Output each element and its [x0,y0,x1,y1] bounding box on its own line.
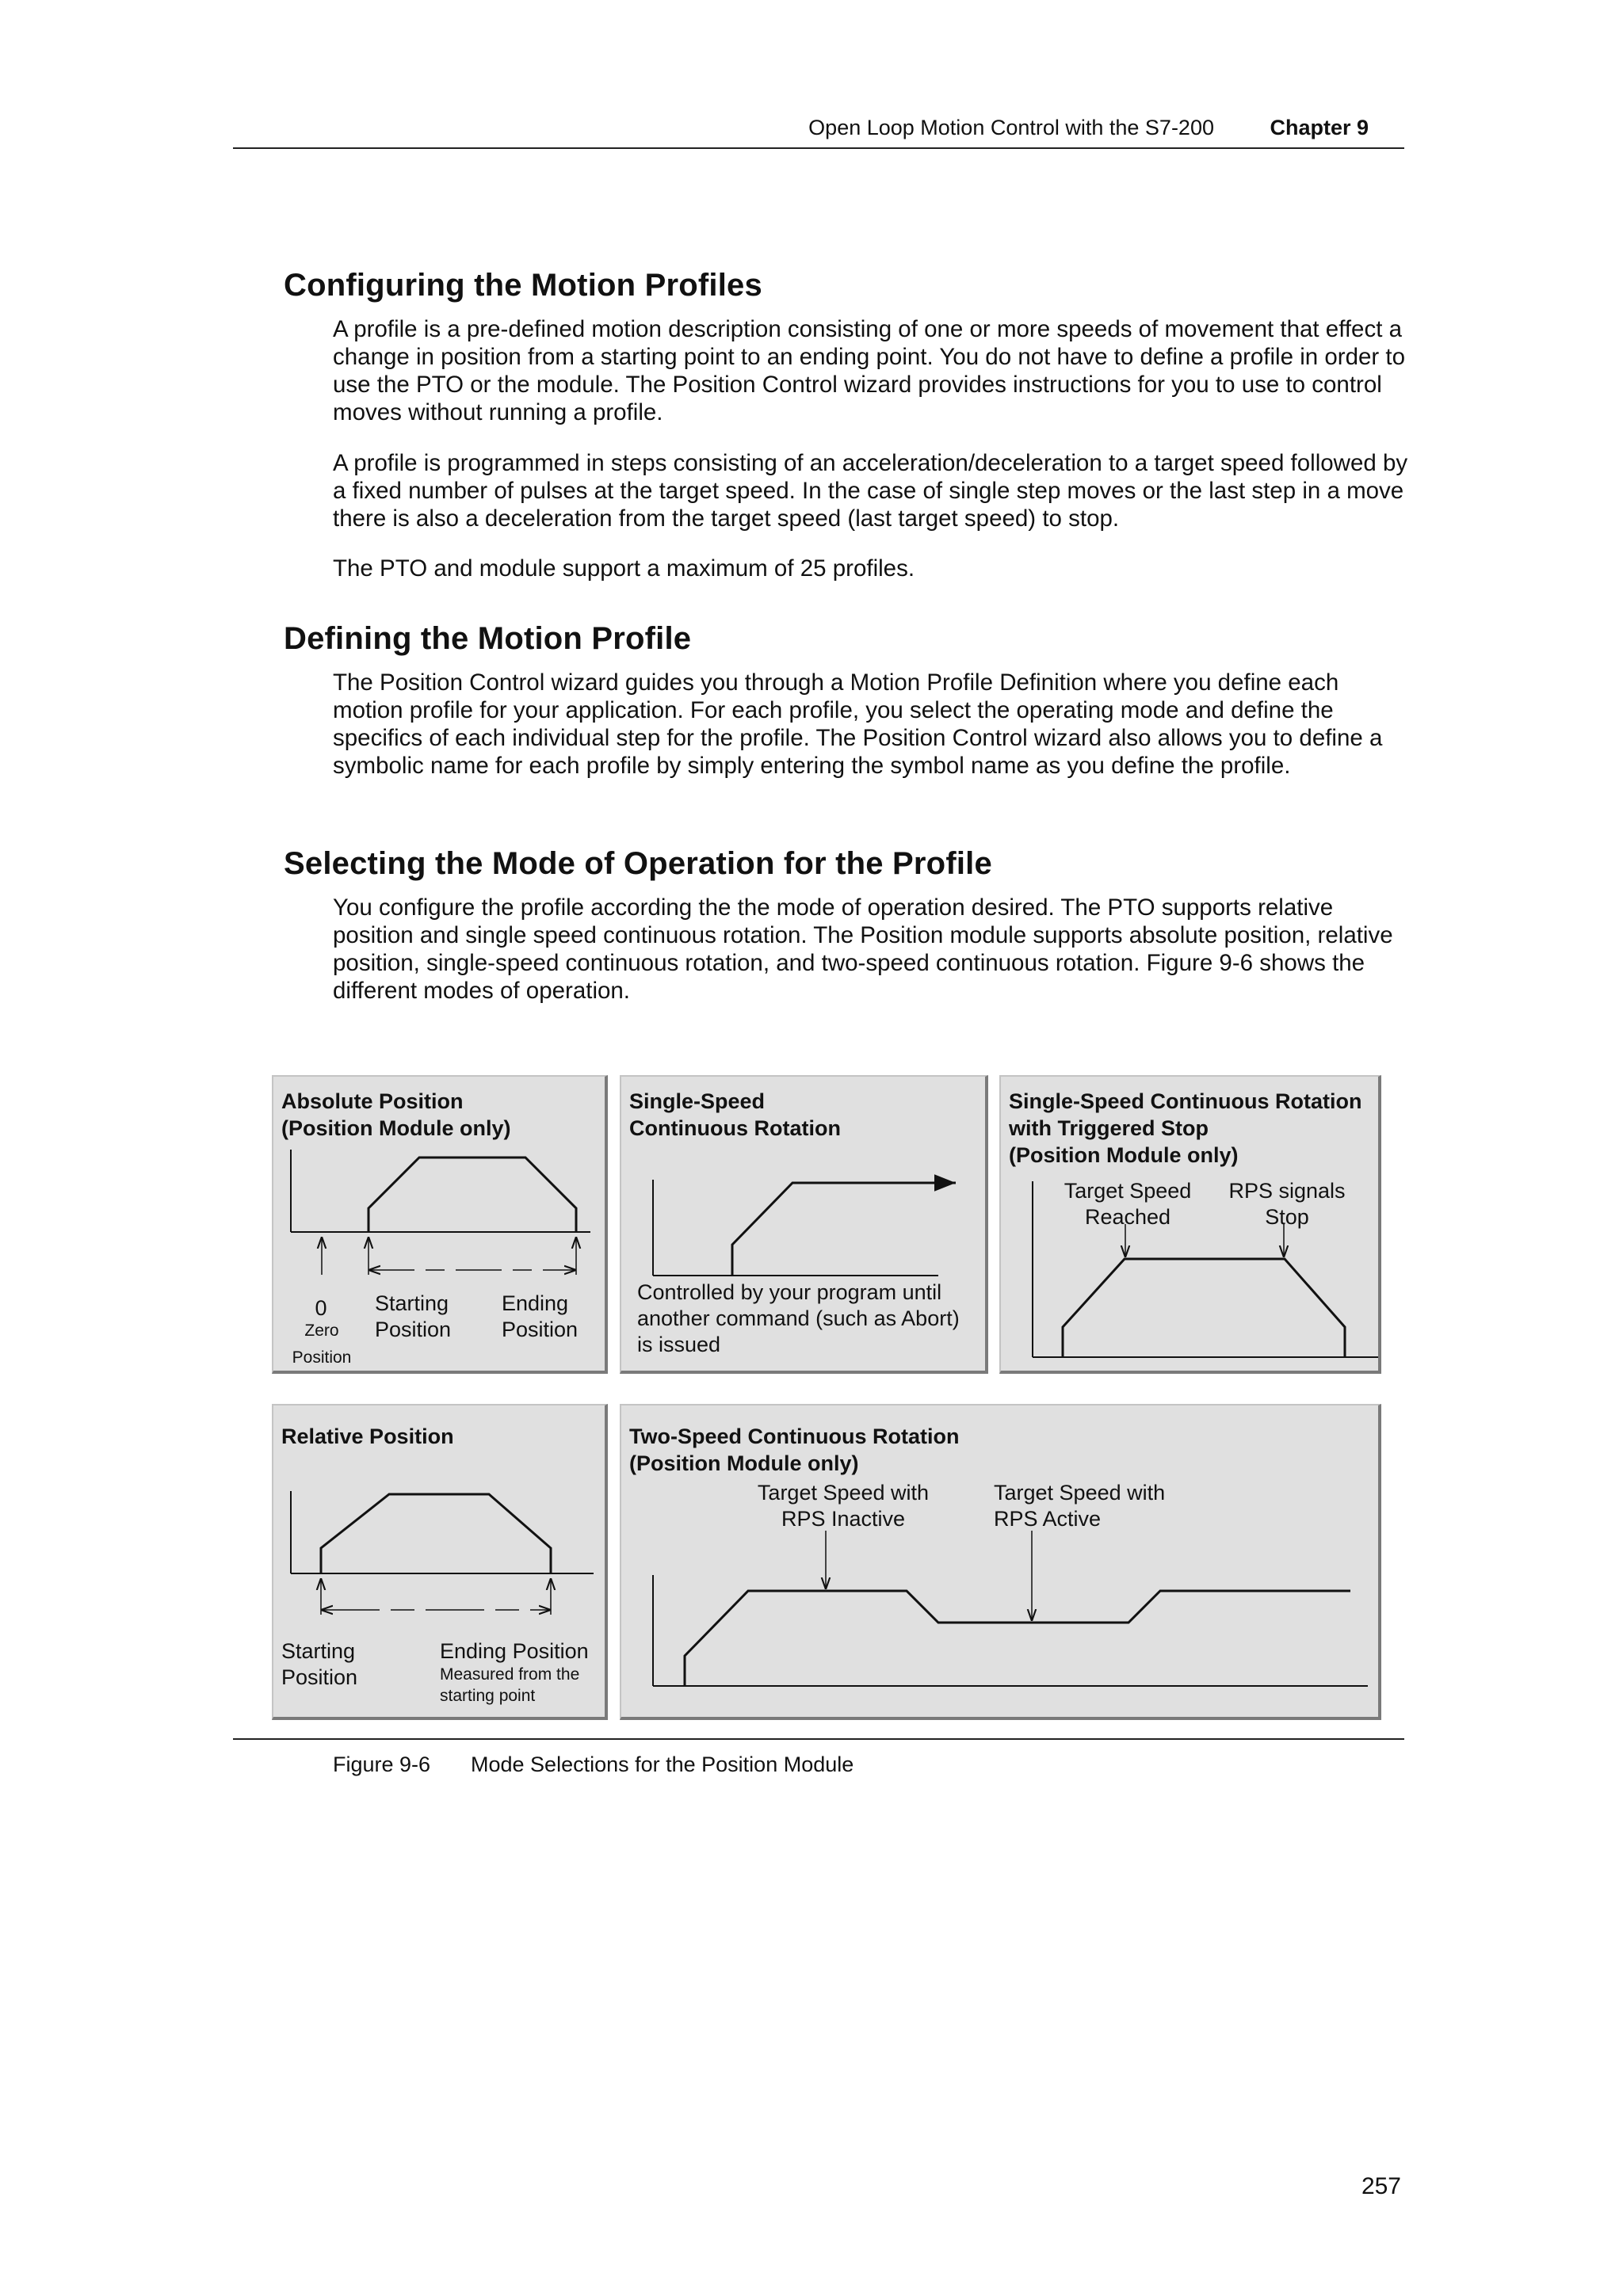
page-header [233,116,1404,149]
single-speed-title: Single-Speed Continuous Rotation [629,1089,841,1140]
heading-defining-profile: Defining the Motion Profile [284,621,692,656]
zero-label: 0 [315,1296,327,1320]
header-chapter: Chapter 9 [1270,116,1369,139]
panel-single-speed [620,1075,988,1374]
two-speed-title: Two-Speed Continuous Rotation (Position Module only) [629,1425,960,1475]
absolute-position-title: Absolute Position (Position Module only) [281,1089,511,1140]
paragraph-profile-definition: A profile is a pre-defined motion description consisting of one or more speeds of movement that effect a change in position from a starting point to an ending point. You do not have to define a profile in order to use the PTO or the module. The Position Control wizard provides instructions for you to use to control moves without running a profile. [333,316,1406,425]
zero-position-caption: Zero Position [292,1322,352,1367]
single-speed-profile-line [732,1183,956,1276]
figure-rule [233,1738,1404,1740]
absolute-ending-position-label: Ending Position [502,1291,579,1341]
figure-number: Figure 9-6 [333,1753,431,1776]
relative-ending-position-note: Measured from the starting point [440,1665,580,1705]
rps-inactive-label: Target Speed with RPS Inactive [757,1481,930,1531]
rps-active-label: Target Speed with RPS Active [994,1481,1166,1531]
paragraph-wizard-definition: The Position Control wizard guides you through a Motion Profile Definition where you define each motion profile for your application. For each profile, you select the operating mode and define the specifics of each individual step for the profile. The Position Control wizard also allows you to define a symbolic name for each profile by simply entering the symbol name as you define the profile. [333,669,1383,779]
panel-relative-position [272,1404,608,1720]
paragraph-profile-steps: A profile is programmed in steps consisting of an acceleration/deceleration to a target speed followed by a fixed number of pulses at the target speed. In the case of single step moves or the last step in a move there is also a deceleration from the target speed (last target speed) to stop. [333,450,1408,532]
two-speed-diagram [621,1405,1381,1720]
relative-profile-line [321,1494,551,1573]
triggered-profile-line [1063,1259,1345,1357]
absolute-profile-line [369,1158,576,1232]
two-speed-profile-line [685,1591,1350,1686]
relative-starting-position-label: Starting Position [281,1639,358,1689]
panel-triggered-stop [999,1075,1381,1374]
target-speed-reached-label: Target Speed Reached [1064,1179,1192,1229]
absolute-starting-position-label: Starting Position [375,1291,452,1341]
relative-ending-position-label: Ending Position [440,1639,589,1663]
heading-selecting-mode: Selecting the Mode of Operation for the Profile [284,846,992,881]
triggered-stop-title: Single-Speed Continuous Rotation with Triggered Stop (Position Module only) [1009,1089,1362,1167]
single-speed-note: Controlled by your program until another command (such as Abort) is issued [637,1280,960,1356]
relative-position-title: Relative Position [281,1425,454,1448]
heading-configuring-profiles: Configuring the Motion Profiles [284,268,762,303]
page-number: 257 [1361,2173,1401,2199]
panel-absolute-position [272,1075,608,1374]
panel-two-speed [620,1404,1381,1720]
paragraph-profile-maximum: The PTO and module support a maximum of 25 profiles. [333,555,915,582]
paragraph-mode-support: You configure the profile according the the mode of operation desired. The PTO supports relative position and single speed continuous rotation. The Position module supports absolute position, relative position, single-speed continuous rotation, and two-speed continuous rotation. Figure 9-6 shows the different modes of operation. [333,894,1393,1004]
rps-signals-stop-label: RPS signals Stop [1228,1179,1346,1229]
header-title: Open Loop Motion Control with the S7-200 [808,116,1214,139]
figure-caption: Mode Selections for the Position Module [471,1753,854,1776]
